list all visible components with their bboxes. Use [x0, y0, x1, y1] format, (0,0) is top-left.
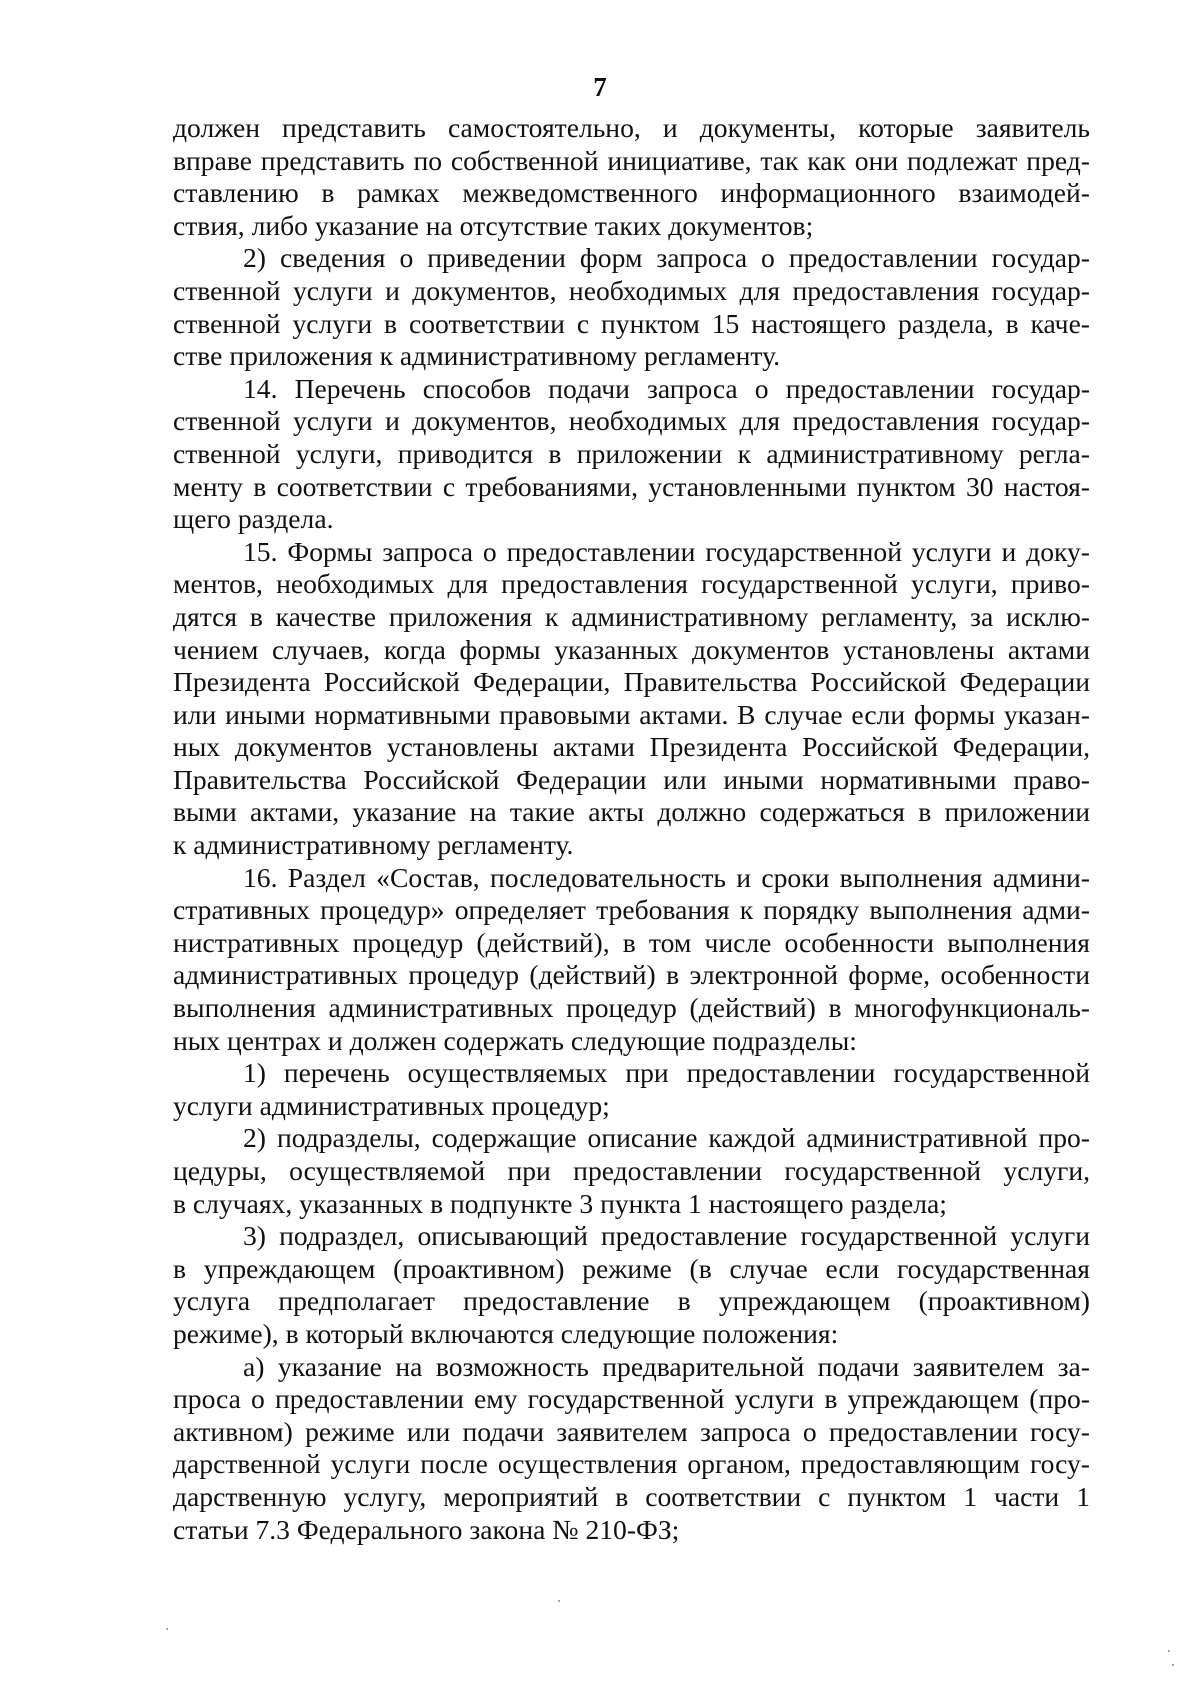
scan-speck [1168, 1650, 1170, 1652]
text-line: 16. Раздел «Состав, последовательность и сроки выполнения админи- [243, 861, 1090, 893]
text-line: чением случаев, когда формы указанных документов установлены актами [173, 633, 1090, 665]
scan-speck [1172, 1664, 1174, 1666]
text-line: стве приложения к административному регламенту. [173, 340, 781, 372]
text-line: режиме), в который включаются следующие положения: [173, 1317, 839, 1349]
text-line: ственной услуги и документов, необходимых для предоставления государ- [173, 405, 1090, 437]
scan-speck [166, 1628, 168, 1630]
text-line: активном) режиме или подачи заявителем запроса о предоставлении госу- [173, 1415, 1090, 1447]
text-line: ствия, либо указание на отсутствие таких документов; [173, 209, 814, 241]
text-line: ных документов установлены актами Президента Российской Федерации, [173, 731, 1090, 763]
text-line: 2) сведения о приведении форм запроса о предоставлении государ- [243, 242, 1090, 274]
text-line: 2) подразделы, содержащие описание каждой административной про- [243, 1122, 1090, 1154]
text-line: ментов, необходимых для предоставления государственной услуги, приво- [173, 568, 1090, 600]
text-line: ственной услуги, приводится в приложении к административному регла- [173, 437, 1090, 469]
text-line: выполнения административных процедур (действий) в многофункциональ- [173, 992, 1090, 1024]
text-line: административных процедур (действий) в электронной форме, особенности [173, 959, 1090, 991]
text-line: статьи 7.3 Федерального закона № 210-ФЗ; [173, 1513, 680, 1545]
page-number: 7 [593, 72, 607, 102]
text-line: нистративных процедур (действий), в том числе особенности выполнения [173, 926, 1090, 958]
text-line: ственной услуги и документов, необходимых для предоставления государ- [173, 274, 1090, 306]
text-line: 3) подраздел, описывающий предоставление государственной услуги [243, 1220, 1090, 1252]
text-line: выми актами, указание на такие акты должно содержаться в приложении [173, 796, 1090, 828]
text-line: 14. Перечень способов подачи запроса о предоставлении государ- [243, 372, 1090, 404]
text-line: в случаях, указанных в подпункте 3 пункта 1 настоящего раздела; [173, 1187, 947, 1219]
document-text [173, 112, 1090, 1546]
text-line: ставлению в рамках межведомственного информационного взаимодей- [173, 177, 1090, 209]
scan-speck [558, 1600, 560, 1602]
text-line: проса о предоставлении ему государственной услуги в упреждающем (про- [173, 1383, 1090, 1415]
text-line: щего раздела. [173, 503, 334, 535]
text-line: дятся в качестве приложения к административному регламенту, за исклю- [173, 600, 1090, 632]
text-line: цедуры, осуществляемой при предоставлении государственной услуги, [173, 1155, 1090, 1186]
text-line: в упреждающем (проактивном) режиме (в случае если государственная [173, 1252, 1090, 1284]
text-line: стративных процедур» определяет требования к порядку выполнения адми- [173, 894, 1090, 926]
text-line: 15. Формы запроса о предоставлении государственной услуги и доку- [243, 535, 1090, 567]
text-line: вправе представить по собственной инициативе, так как они подлежат пред- [173, 144, 1090, 176]
text-line: а) указание на возможность предварительной подачи заявителем за- [243, 1350, 1090, 1382]
text-line: или иными нормативными правовыми актами. В случае если формы указан- [173, 698, 1090, 730]
text-line: ственной услуги в соответствии с пунктом 15 настоящего раздела, в каче- [173, 307, 1090, 339]
text-line: услуга предполагает предоставление в упреждающем (проактивном) [173, 1285, 1090, 1317]
text-line: дарственной услуги после осуществления органом, предоставляющим госу- [173, 1448, 1090, 1480]
text-line: дарственную услугу, мероприятий в соответствии с пунктом 1 части 1 [173, 1480, 1090, 1512]
text-line: ных центрах и должен содержать следующие подразделы: [173, 1024, 857, 1056]
text-line: Президента Российской Федерации, Правительства Российской Федерации [173, 666, 1090, 698]
text-line: к административному регламенту. [173, 829, 574, 861]
text-line: Правительства Российской Федерации или иными нормативными право- [173, 763, 1090, 795]
text-line: менту в соответствии с требованиями, установленными пунктом 30 настоя- [173, 470, 1090, 502]
text-line: услуги административных процедур; [173, 1089, 610, 1121]
text-line: должен представить самостоятельно, и документы, которые заявитель [173, 112, 1090, 143]
text-line: 1) перечень осуществляемых при предоставлении государственной [243, 1057, 1090, 1089]
